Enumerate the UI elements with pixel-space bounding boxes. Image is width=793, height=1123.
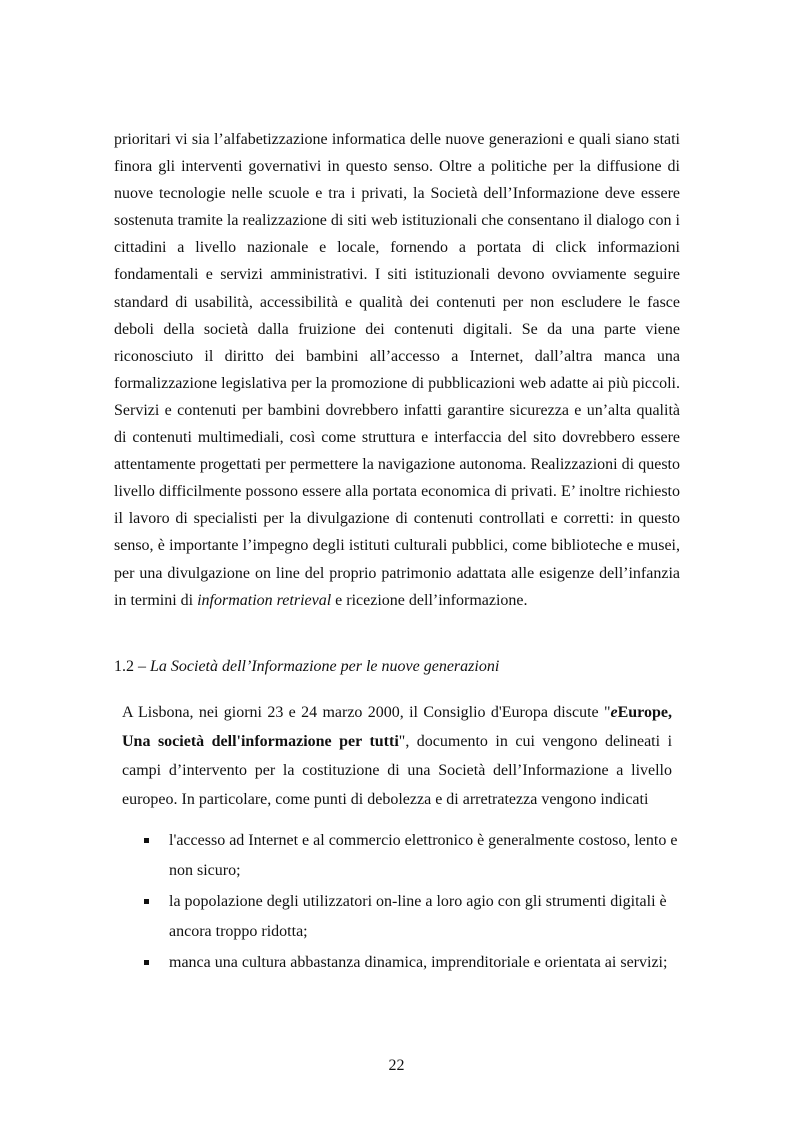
quote-text-start: A Lisbona, nei giorni 23 e 24 marzo 2000, il Consiglio d'Europa discute "	[122, 704, 611, 721]
body-paragraph	[114, 126, 680, 614]
square-bullet-icon	[144, 960, 149, 965]
square-bullet-icon	[144, 899, 149, 904]
list-item	[140, 826, 680, 885]
list-item	[140, 948, 680, 978]
quote-bold-title-text: Europe, Una società dell'informazione per tutti	[122, 704, 672, 750]
section-heading	[114, 653, 680, 680]
quote-paragraph	[122, 698, 672, 814]
bullet-list	[140, 826, 680, 980]
list-item-text: la popolazione degli utilizzatori on-line a loro agio con gli strumenti digitali è ancora troppo ridotta;	[169, 893, 667, 940]
list-item-text: l'accesso ad Internet e al commercio elettronico è generalmente costoso, lento e non sicuro;	[169, 832, 678, 879]
list-item-text: manca una cultura abbastanza dinamica, imprenditoriale e orientata ai servizi;	[169, 954, 668, 971]
list-item	[140, 887, 680, 946]
paragraph-italic-term: information retrieval	[197, 591, 332, 609]
quote-text-end: ", documento in cui vengono delineati i campi d’intervento per la costituzione di una Società dell’Informazione a livello europeo. In particolare, come punti di debolezza e di arretratezza vengono indicati	[122, 733, 673, 808]
section-number: 1.2 –	[114, 658, 150, 675]
paragraph-text-start: prioritari vi sia l’alfabetizzazione informatica delle nuove generazioni e quali siano stati finora gli interventi governativi in questo senso. Oltre a politiche per la diffusione di nuove tecnologie nelle scuole e tra i privati, la Società dell’Informazione deve essere sostenuta tramite la realizzazione di siti web istituzionali che consentano il dialogo con i cittadini a livello nazionale e locale, fornendo a portata di click informazioni fondamentali e servizi amministrativi. I siti istituzionali devono ovviamente seguire standard di usabilità, accessibilità e qualità dei contenuti per non escludere le fasce deboli della società dalla fruizione dei contenuti digitali. Se da una parte viene riconosciuto il diritto dei bambini all’accesso a Internet, dall’altra manca una formalizzazione legislativa per la promozione di pubblicazioni web adatte ai più piccoli. Servizi e contenuti per bambini dovrebbero infatti garantire sicurezza e un’alta qualità di contenuti multimediali, così come struttura e interfaccia del sito dovrebbero essere attentamente progettati per permettere la navigazione autonoma. Realizzazioni di questo livello difficilmente possono essere alla portata economica di privati. E’ inoltre richiesto il lavoro di specialisti per la divulgazione di contenuti controllati e corretti: in questo senso, è importante l’impegno degli istituti culturali pubblici, come biblioteche e musei, per una divulgazione on line del proprio patrimonio adattata alle esigenze dell’infanzia in termini di	[114, 131, 680, 609]
square-bullet-icon	[144, 838, 149, 843]
section-title: La Società dell’Informazione per le nuove generazioni	[150, 658, 500, 675]
quote-bold-e: e	[610, 704, 618, 721]
page-number: 22	[388, 1057, 405, 1074]
paragraph-text-end: e ricezione dell’informazione.	[331, 591, 528, 609]
